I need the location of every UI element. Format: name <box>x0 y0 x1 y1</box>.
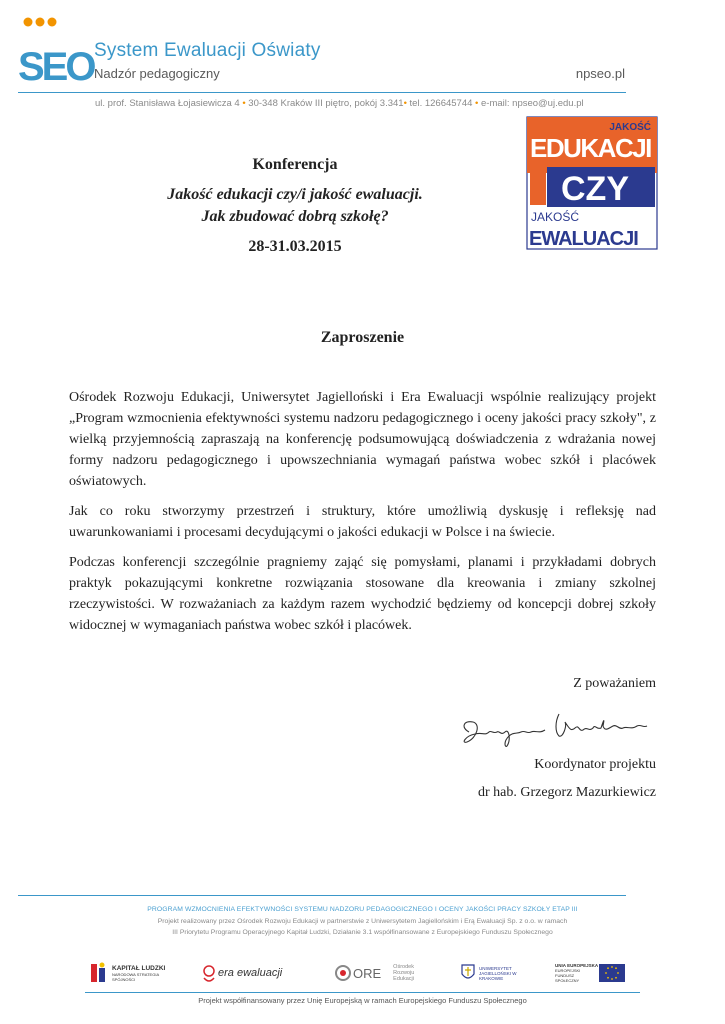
handwritten-signature <box>455 702 660 752</box>
ore-text: ORE <box>353 965 382 981</box>
org-subtitle: Nadzór pedagogiczny <box>94 66 220 81</box>
uj-text: UNIWERSYTET JAGIELLOŃSKI W KRAKOWIE <box>479 965 517 981</box>
footer-priority: III Priorytetu Programu Operacyjnego Kapitał Ludzki, Działanie 3.1 współfinansowane z Europejskiego Funduszu Społecznego <box>172 929 553 936</box>
conference-title <box>110 184 480 228</box>
uj-logo <box>460 958 532 988</box>
footer-cofinanced: Projekt współfinansowany przez Unię Europejską w ramach Europejskiego Funduszu Społecznego <box>198 996 527 1005</box>
invitation-body <box>69 387 656 645</box>
kapital-ludzki-text: KAPITAŁ LUDZKI <box>112 964 166 972</box>
sponsor-logos <box>90 958 635 988</box>
kapital-ludzki-sub: NARODOWA STRATEGIA SPÓJNOŚCI <box>112 971 159 982</box>
conference-logo <box>527 117 657 249</box>
contact-city: 30-348 Kraków III piętro, pokój 3.341 <box>248 98 404 109</box>
closing-phrase: Z poważaniem <box>573 676 656 691</box>
footer-program: PROGRAM WZMOCNIENIA EFEKTYWNOŚCI SYSTEMU NADZORU PEDAGOGICZNEGO I OCENY JAKOŚCI PRACY SZKOŁY ETAP III <box>147 906 578 913</box>
paragraph: Jak co roku stworzymy przestrzeń i struktury, które umożliwią dyskusję i refleksję nad uwarunkowaniami i procesami decydującymi o jakości edukacji w Polsce i na świecie. <box>69 504 656 540</box>
signer-name: dr hab. Grzegorz Mazurkiewicz <box>477 785 656 800</box>
eu-text: UNIA EUROPEJSKA <box>555 963 599 968</box>
kapital-ludzki-logo <box>90 958 180 988</box>
logo-line2: EDUKACJI <box>530 133 651 163</box>
footer-divider <box>18 895 626 896</box>
signer-role: Koordynator projektu <box>534 757 656 772</box>
bullet-icon: • <box>403 98 407 109</box>
eu-logo <box>555 958 635 988</box>
logo-line5: EWALUACJI <box>529 228 638 250</box>
ore-sub: Ośrodek Rozwoju Edukacji <box>393 964 415 982</box>
logo-line4: JAKOŚĆ <box>531 210 580 224</box>
era-text: era ewaluacji <box>218 967 283 979</box>
org-name: System Ewaluacji Oświaty <box>94 40 321 61</box>
bullet-icon: • <box>475 98 479 109</box>
logo-line1: JAKOŚĆ <box>609 122 651 133</box>
era-icon <box>202 962 216 984</box>
logo-line3: CZY <box>561 170 629 208</box>
bullet-icon: • <box>242 98 246 109</box>
conference-title-line1: Jakość edukacji czy/i jakość ewaluacji. <box>167 186 423 203</box>
kapital-ludzki-icon <box>90 962 108 984</box>
contact-address: ul. prof. Stanisława Łojasiewicza 4 <box>95 98 240 109</box>
conference-label: Konferencja <box>252 156 338 173</box>
eu-sub: EUROPEJSKI FUNDUSZ SPOŁECZNY <box>555 968 581 983</box>
website-link[interactable]: npseo.pl <box>575 66 625 81</box>
ore-logo <box>335 958 425 988</box>
contact-line <box>95 98 630 109</box>
footer-partners: Projekt realizowany przez Ośrodek Rozwoju Edukacji w partnerstwie z Uniwersytetem Jagiellońskim i Erą Ewaluacji Sp. z o.o. w ramach <box>157 918 568 925</box>
paragraph: Ośrodek Rozwoju Edukacji, Uniwersytet Jagielloński i Era Ewaluacji wspólnie realizujący projekt „Program wzmocnienia efektywności systemu nadzoru pedagogicznego i oceny jakości pracy szkoły", z wielką przyjemnością zapraszają na konferencję podsumowującą doświadczenia z wdrażania nowej formy nadzoru pedagogicznego i upowszechniania wymagań państwa wobec szkół i placówek oświatowych. <box>69 390 656 489</box>
contact-email[interactable]: e-mail: npseo@uj.edu.pl <box>481 98 584 109</box>
paragraph: Podczas konferencji szczególnie pragniemy zająć się pomysłami, planami i przykładami dobrych praktyk pokazującymi konkretne rozwiązania stosowane dla kreowania i zmiany szkolnej rzeczywistości. W rozważaniach za każdym razem wychodzić będziemy od koncepcji dobrej szkoły widocznej w wymaganiach państwa wobec szkół i placówek. <box>69 555 656 633</box>
conference-title-line2: Jak zbudować dobrą szkołę? <box>201 208 389 225</box>
contact-phone: tel. 126645744 <box>409 98 473 109</box>
conference-header <box>110 156 480 256</box>
seo-logo-text: SEO <box>18 45 94 89</box>
uj-crest-icon <box>460 962 476 984</box>
header-divider <box>18 92 626 93</box>
invitation-heading: Zaproszenie <box>320 329 405 346</box>
ore-icon <box>335 965 351 981</box>
conference-date: 28-31.03.2015 <box>248 238 342 255</box>
seo-logo <box>18 16 94 89</box>
eu-flag-icon <box>599 964 625 982</box>
era-ewaluacji-logo <box>202 958 302 988</box>
footer-divider-2 <box>85 992 640 993</box>
